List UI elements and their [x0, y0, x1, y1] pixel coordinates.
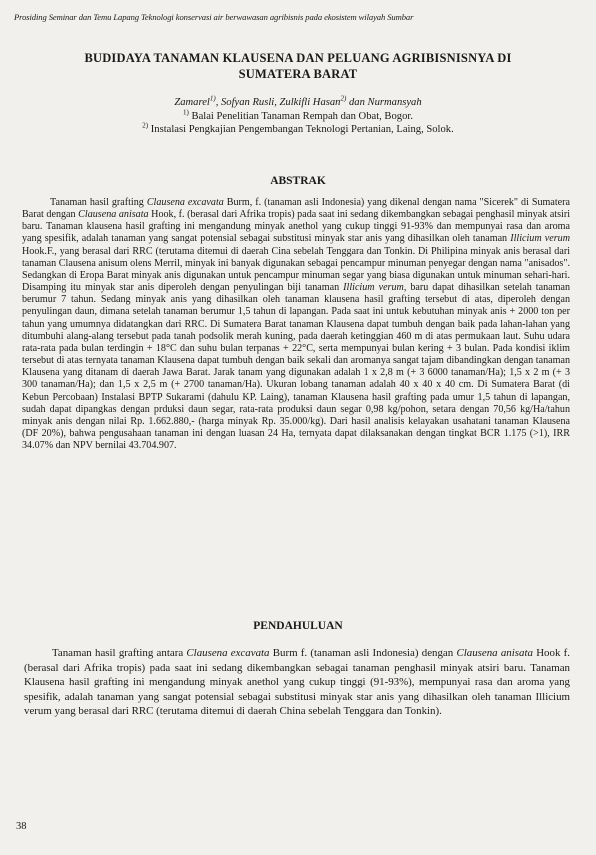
intro-text: Hook f. (berasal dari Afrika tropis) pada saat ini sedang dikembangkan sebagai tanaman penghasil minyak atsiri baru. Tanaman Klausena hasil grafting ini mengandung minyak anethol yang cukup tinggi (91-93%), mempunyai rasa dan aroma yang spesifik, adalah tanaman yang sangat potensial sebagai substitusi minyak star anis yang dihasilkan oleh tanaman Illicium verum yang berasal dari RRC (terutama ditemui di daerah China sebelah Tenggara dan Tonkin).	[24, 647, 570, 718]
abstract-text: Hook.F., yang berasal dari RRC (terutama ditemui di daerah Cina sebelah Tenggara dan Tonkin. Di Philipina minyak anis berasal dari tanaman Clausena anisum olens Merril, minyak ini banyak digunakan sebagai pencampur minuman penyegar dengan nama "anisados". Sedangkan di Eropa Barat minyak anis digunakan untuk pencampur minuman segar yang biasa digunakan untuk minuman sehari-hari. Disamping itu minyak star anis diperoleh dengan penyulingan biji tanaman	[22, 245, 570, 294]
author-4: dan Nurmansyah	[348, 97, 422, 108]
affiliation-1-mark: 1)	[183, 107, 189, 116]
intro-paragraph	[24, 646, 570, 719]
affiliation-2-mark: 2)	[142, 121, 149, 130]
intro-body	[24, 646, 570, 719]
author-2-3: , Sofyan Rusli, Zulkifli Hasan	[215, 97, 341, 108]
author-names	[0, 96, 596, 110]
abstract-text: Tanaman hasil grafting	[50, 197, 147, 208]
paper-title	[0, 50, 596, 82]
page-number: 38	[16, 821, 27, 832]
species-name: Illicium verum	[510, 233, 570, 245]
species-name: Clausena anisata	[456, 647, 533, 659]
abstract-text: , baru dapat dihasilkan setelah tanaman berumur 7 tahun. Sedang minyak anis yang dihasilkan oleh tanaman klausena hasil grafting tersebut di atas, diperoleh dengan penyulingan daun, dimana setelah tanaman berumur 1,5 tahun di lapangan. Pada saat ini untuk kebutuhan minyak anis + 2000 ton per tahun yang umumnya didatangkan dari RRC. Di Sumatera Barat tanaman Klausena dapat tumbuh dengan baik pada lahan-lahan yang ditumbuhi alang-alang tersebut pada tanah podsolik merah kuning, pada daerah ketinggian 460 m di atas permukaan laut. Suhu udara rata-rata pada bulan terdingin + 18°C dan suhu bulan terpanas + 22°C, serta mempunyai bulan kering + 3 bulan. Pada kondisi iklim tersebut di atas ternyata tanaman Klausena dapat tumbuh dengan baik sekali dan aromanya sangat tajam dibandingkan dengan tanaman Klausena yang ditanam di daerah Jawa Barat. Jarak tanam yang digunakan adalah 1 x 2,8 m (+ 3 6000 tanaman/Ha); 1,5 x 2 m (+ 3 300 tanaman/Ha); dan 1,5 x 2,5 m (+ 2700 tanaman/Ha). Ukuran lobang tanaman adalah 40 x 40 x 40 cm. Di Sumatera Barat (di Kebun Percobaan) Instalasi BPTP Sukarami (dahulu KP. Laing), tanaman Klausena hasil grafting pada umur 1,5 tahun di lapangan, sudah dapat dipangkas dengan prduksi daun segar, rata-rata produksi daun segar 0,98 kg/pohon, setara dengan 70,56 kg/Ha/tahun minyak anis dengan nilai Rp. 1.662.880,- (harga minyak Rp. 35.000/kg). Dari hasil analisis kelayakan usahatani tanaman Klausena (DF 20%), bahwa pengusahaan tanaman ini dengan luasan 24 Ha, ternyata dapat dilaksanakan dengan tingkat BCR 1.175 (>1), IRR 34.07% dan NPV bernilai 43.704.907.	[22, 282, 570, 452]
abstract-text: Burm, f. (tanaman asli Indonesia) yang dikenal dengan nama "Sicerek" di Sumatera Barat dengan	[22, 197, 570, 221]
affiliation-2	[0, 123, 596, 137]
running-header: Prosiding Seminar dan Temu Lapang Teknologi konservasi air berwawasan agribisnis pada ekosistem wilayah Sumbar	[14, 12, 414, 22]
abstract-text: Hook, f. (berasal dari Afrika tropis) pada saat ini sedang dikembangkan sebagai penghasil minyak atsiri baru. Tanaman klausena hasil grafting ini mengandung minyak anethol yang cukup tinggi 91-93% dan mempunyai rasa dan aroma yang spesifik, adalah tanaman yang sangat potensial sebagai substitusi minyak star anis yang dihasilkan oleh tanaman	[22, 209, 570, 245]
species-name: Clausena excavata	[146, 197, 224, 208]
abstract-heading: ABSTRAK	[270, 175, 326, 187]
author-1-affiliation-mark: 1)	[209, 94, 216, 103]
intro-heading: PENDAHULUAN	[253, 620, 343, 632]
species-name: Illicium verum	[343, 282, 404, 294]
species-name: Clausena excavata	[186, 647, 270, 659]
title-line-2: SUMATERA BARAT	[238, 67, 358, 81]
affiliation-1	[0, 107, 596, 124]
affiliation-1-text: Balai Penelitian Tanaman Rempah dan Obat, Bogor.	[191, 110, 413, 122]
intro-text: Burm f. (tanaman asli Indonesia) dengan	[269, 647, 457, 659]
intro-text: Tanaman hasil grafting antara	[52, 647, 187, 659]
species-name: Clausena anisata	[78, 209, 149, 221]
title-line-1: BUDIDAYA TANAMAN KLAUSENA DAN PELUANG AGRIBISNISNYA DI	[84, 51, 512, 65]
author-block	[0, 96, 596, 137]
author-3-affiliation-mark: 2)	[340, 94, 347, 103]
author-1: Zamarel	[174, 97, 210, 108]
abstract-body	[22, 197, 570, 452]
abstract-paragraph	[22, 197, 570, 452]
affiliation-2-text: Instalasi Pengkajian Pengembangan Teknologi Pertanian, Laing, Solok.	[150, 124, 454, 135]
